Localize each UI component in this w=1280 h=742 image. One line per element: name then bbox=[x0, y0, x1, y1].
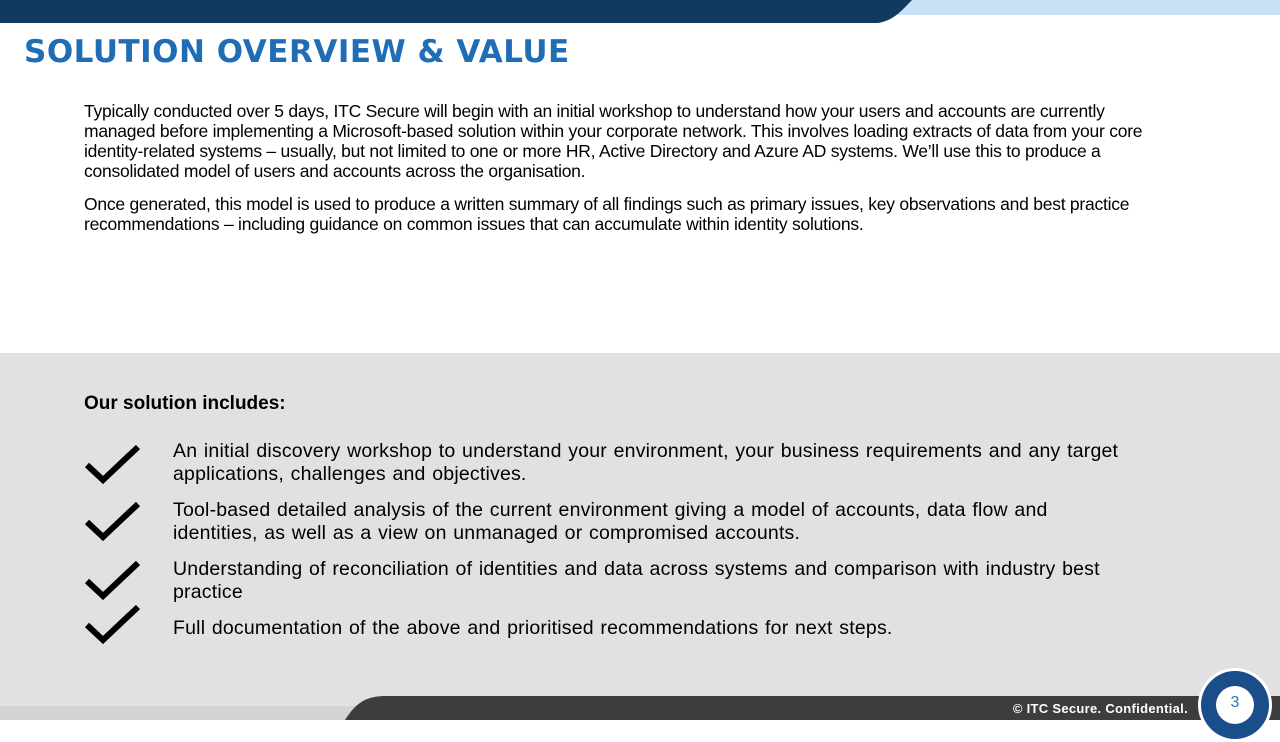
includes-item-text: Tool-based detailed analysis of the current environment giving a model of accounts, data flow and identities, as well as a view on unmanaged or compromised accounts. bbox=[173, 499, 1048, 544]
footer-band-light bbox=[0, 706, 380, 720]
intro-text bbox=[84, 101, 1174, 247]
checkmark-icon bbox=[84, 500, 142, 542]
intro-paragraph-2: Once generated, this model is used to produce a written summary of all findings such as primary issues, key observations and best practice recommendations – including guidance on common issues that can accumulate within identity solutions. bbox=[84, 194, 1130, 234]
header-band bbox=[0, 0, 1280, 24]
slide-title: SOLUTION OVERVIEW & VALUE bbox=[24, 34, 570, 70]
header-band-light bbox=[895, 0, 1280, 15]
checkmark-icon bbox=[84, 559, 142, 601]
checkmark-icon bbox=[84, 443, 142, 485]
checkmark-icon bbox=[84, 603, 142, 645]
page-number: 3 bbox=[1230, 694, 1240, 711]
includes-item-text: An initial discovery workshop to understand your environment, your business requirements and any target applications, challenges and objectives. bbox=[173, 440, 1119, 485]
header-band-dark bbox=[0, 0, 912, 23]
includes-item-text: Full documentation of the above and prioritised recommendations for next steps. bbox=[173, 617, 893, 639]
includes-item-text: Understanding of reconciliation of identities and data across systems and comparison with industry best practice bbox=[173, 558, 1100, 603]
includes-heading: Our solution includes: bbox=[84, 393, 286, 414]
intro-paragraph-1: Typically conducted over 5 days, ITC Secure will begin with an initial workshop to understand how your users and accounts are currently managed before implementing a Microsoft-based solution within your corporate network. This involves loading extracts of data from your core identity-related systems – usually, but not limited to one or more HR, Active Directory and Azure AD systems. We’ll use this to produce a consolidated model of users and accounts across the organisation. bbox=[84, 101, 1143, 181]
confidential-notice: © ITC Secure. Confidential. bbox=[1012, 701, 1188, 716]
